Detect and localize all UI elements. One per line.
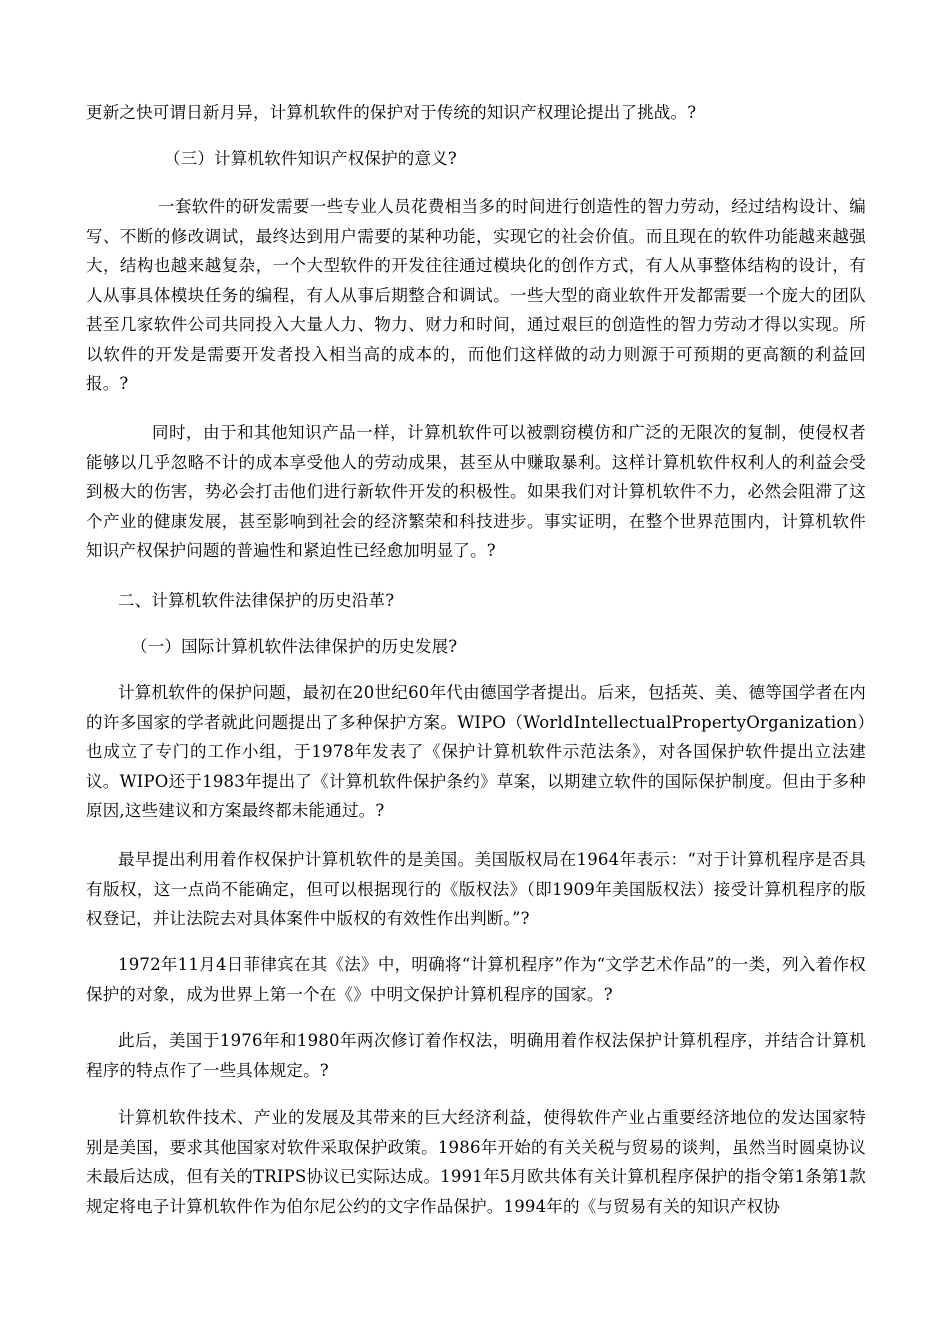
paragraph-continuation: 更新之快可谓日新月异，计算机软件的保护对于传统的知识产权理论提出了挑战。? xyxy=(86,103,697,122)
chapter-heading-history: 二、计算机软件法律保护的历史沿革? xyxy=(118,591,395,610)
paragraph-history-2: 最早提出利用着作权保护计算机软件的是美国。美国版权局在1964年表示：“对于计算机程序是否具有版权，这一点尚不能确定，但可以根据现行的《版权法》（即1909年美国版权法）接受计算机程序的版权登记，并让法院去对具体案件中版权的有效性作出判断。”? xyxy=(86,850,866,928)
paragraph-history-1: 计算机软件的保护问题，最初在20世纪60年代由德国学者提出。后来，包括英、美、德等国学者在内的许多国家的学者就此问题提出了多种保护方案。WIPO（WorldIntellectualPropertyOrganization）也成立了专门的工作小组，于1978年发表了《保护计算机软件示范法条》，对各国保护软件提出立法建议。WIPO还于1983年提出了《计算机软件保护条约》草案，以期建立软件的国际保护制度。但由于多种原因,这些建议和方案最终都未能通过。? xyxy=(86,683,866,820)
paragraph-significance-1: 一套软件的研发需要一些专业人员花费相当多的时间进行创造性的智力劳动，经过结构设计、编写、不断的修改调试，最终达到用户需要的某种功能，实现它的社会价值。而且现在的软件功能越来越强大，结构也越来越复杂，一个大型软件的开发往往通过模块化的创作方式，有人从事整体结构的设计，有人从事具体模块任务的编程，有人从事后期整合和调试。一些大型的商业软件开发都需要一个庞大的团队甚至几家软件公司共同投入大量人力、物力、财力和时间，通过艰巨的创造性的智力劳动才得以实现。所以软件的开发是需要开发者投入相当高的成本的，而他们这样做的动力则源于可预期的更高额的利益回报。? xyxy=(86,197,866,393)
paragraph-history-4: 此后，美国于1976年和1980年两次修订着作权法，明确用着作权法保护计算机程序，并结合计算机程序的特点作了一些具体规定。? xyxy=(86,1031,866,1080)
paragraph-history-3: 1972年11月4日菲律宾在其《法》中，明确将“计算机程序”作为“文学艺术作品”的一类，列入着作权保护的对象，成为世界上第一个在《》中明文保护计算机程序的国家。? xyxy=(86,955,866,1004)
section-heading-international-history: （一）国际计算机软件法律保护的历史发展? xyxy=(131,637,458,656)
section-heading-significance: （三）计算机软件知识产权保护的意义? xyxy=(164,149,457,168)
paragraph-significance-2: 同时，由于和其他知识产品一样，计算机软件可以被剽窃模仿和广泛的无限次的复制，使侵权者能够以几乎忽略不计的成本享受他人的劳动成果，甚至从中赚取暴利。这样计算机软件权利人的利益会受到极大的伤害，势必会打击他们进行新软件开发的积极性。如果我们对计算机软件不力，必然会阻滞了这个产业的健康发展，甚至影响到社会的经济繁荣和科技进步。事实证明，在整个世界范围内，计算机软件知识产权保护问题的普遍性和紧迫性已经愈加明显了。? xyxy=(86,423,866,560)
paragraph-history-5: 计算机软件技术、产业的发展及其带来的巨大经济利益，使得软件产业占重要经济地位的发达国家特别是美国，要求其他国家对软件采取保护政策。1986年开始的有关关税与贸易的谈判，虽然当时圆桌协议未最后达成，但有关的TRIPS协议已实际达成。1991年5月欧共体有关计算机程序保护的指令第1条第1款规定将电子计算机软件作为伯尔尼公约的文字作品保护。1994年的《与贸易有关的知识产权协 xyxy=(86,1108,866,1216)
